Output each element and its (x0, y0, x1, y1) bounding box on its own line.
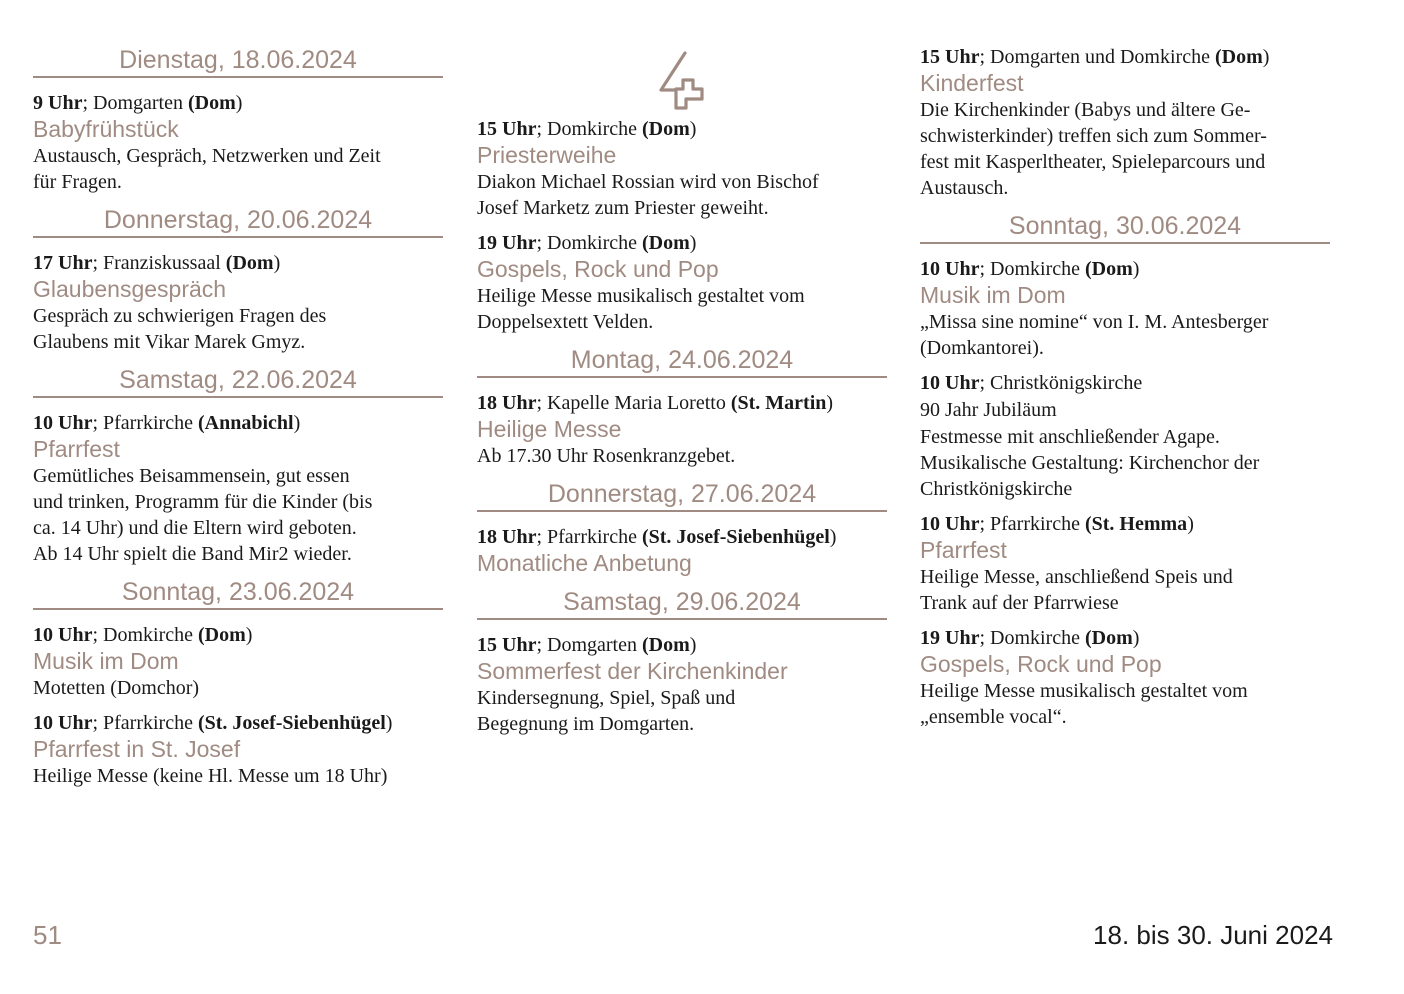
event-parish-name: Dom (1091, 258, 1133, 280)
description-line: Josef Marketz zum Priester geweiht. (477, 197, 769, 219)
event-parish: (St. Josef-Siebenhügel) (641, 526, 837, 548)
event-description (477, 169, 887, 221)
description-line: Kindersegnung, Spiel, Spaß und (477, 687, 736, 709)
event-meta: 15 Uhr; Domgarten und Domkirche (Dom) (920, 46, 1270, 68)
description-line: Heilige Messe musikalisch gestaltet vom (920, 680, 1248, 702)
event-parish: (Annabichl) (197, 412, 301, 434)
description-line: „ensemble vocal“. (920, 706, 1067, 728)
event-time: 19 Uhr (477, 232, 537, 254)
event-time: 15 Uhr (477, 634, 537, 656)
event-description (477, 443, 887, 469)
event-item (33, 250, 443, 355)
event-item (477, 524, 887, 577)
day-header: Montag, 24.06.2024 (477, 344, 887, 378)
event-parish-name: Dom (1091, 627, 1133, 649)
footer-date-range: 18. bis 30. Juni 2024 (1093, 920, 1333, 950)
event-item (477, 390, 887, 469)
event-parish: (Dom) (1085, 258, 1140, 280)
event-item (33, 90, 443, 195)
event-meta: 18 Uhr; Kapelle Maria Loretto (St. Martin) (477, 392, 834, 414)
event-title: Musik im Dom (33, 648, 179, 674)
event-venue: Pfarrkirche (547, 526, 637, 548)
event-parish: (St. Hemma) (1084, 513, 1194, 535)
event-title: Pfarrfest (920, 537, 1007, 563)
event-item (477, 116, 887, 221)
event-meta: 15 Uhr; Domkirche (Dom) (477, 118, 697, 140)
event-time: 18 Uhr (477, 392, 537, 414)
column-3 (920, 44, 1330, 739)
event-venue: Pfarrkirche (990, 513, 1080, 535)
day-header: Sonntag, 23.06.2024 (33, 576, 443, 610)
event-parish-name: Dom (648, 232, 690, 254)
description-line: Festmesse mit anschließender Agape. (920, 426, 1220, 448)
event-parish-name: Dom (232, 252, 274, 274)
day-header: Sonntag, 30.06.2024 (920, 210, 1330, 244)
description-line: Ab 17.30 Uhr Rosenkranzgebet. (477, 445, 736, 467)
event-title: Babyfrühstück (33, 116, 179, 142)
event-time: 10 Uhr (33, 624, 93, 646)
event-meta: 10 Uhr; Pfarrkirche (St. Josef-Siebenhügel) (33, 712, 393, 734)
event-time: 15 Uhr (477, 118, 537, 140)
event-parish: (St. Martin) (730, 392, 834, 414)
description-line: Die Kirchenkinder (Babys und ältere Ge- (920, 99, 1251, 121)
event-item (920, 44, 1330, 201)
event-parish: (Dom) (642, 634, 697, 656)
description-line: Gemütliches Beisammensein, gut essen (33, 465, 350, 487)
event-title: Sommerfest der Kirchenkinder (477, 658, 788, 684)
event-parish-name: Dom (194, 92, 236, 114)
event-meta: 15 Uhr; Domgarten (Dom) (477, 634, 697, 656)
event-item (920, 625, 1330, 730)
event-parish-name: St. Martin (737, 392, 827, 414)
event-title: Gospels, Rock und Pop (920, 651, 1162, 677)
event-time: 9 Uhr (33, 92, 83, 114)
day-header: Samstag, 22.06.2024 (33, 364, 443, 398)
description-line: ca. 14 Uhr) und die Eltern wird geboten. (33, 517, 357, 539)
event-parish-name: St. Hemma (1091, 513, 1188, 535)
event-description (920, 97, 1330, 201)
event-parish: (Dom) (1214, 46, 1270, 68)
event-parish: (St. Josef-Siebenhügel) (197, 712, 393, 734)
event-venue: Christkönigskirche (990, 372, 1143, 394)
day-header: Dienstag, 18.06.2024 (33, 44, 443, 78)
event-item (477, 632, 887, 737)
day-header: Samstag, 29.06.2024 (477, 586, 887, 620)
description-line: Motetten (Domchor) (33, 677, 200, 699)
event-time: 10 Uhr (920, 372, 980, 394)
description-line: Glaubens mit Vikar Marek Gmyz. (33, 331, 306, 353)
event-meta: 19 Uhr; Domkirche (Dom) (477, 232, 697, 254)
event-parish-name: Dom (1221, 46, 1263, 68)
event-parish-name: Dom (204, 624, 246, 646)
description-line: schwisterkinder) treffen sich zum Sommer- (920, 125, 1267, 147)
event-parish-name: Annabichl (204, 412, 294, 434)
event-description (33, 143, 443, 195)
description-line: Musikalische Gestaltung: Kirchenchor der (920, 452, 1260, 474)
event-venue: Domgarten (547, 634, 637, 656)
event-parish: (Dom) (188, 92, 243, 114)
event-parish-name: Dom (648, 634, 690, 656)
event-venue: Kapelle Maria Loretto (547, 392, 726, 414)
description-line: und trinken, Programm für die Kinder (bis (33, 491, 373, 513)
event-meta: 10 Uhr; Domkirche (Dom) (33, 624, 253, 646)
event-description (920, 309, 1330, 361)
event-venue: Domkirche (547, 118, 637, 140)
event-venue: Domkirche (547, 232, 637, 254)
event-title: Monatliche Anbetung (477, 550, 692, 576)
event-title: Gospels, Rock und Pop (477, 256, 719, 282)
event-item (33, 710, 443, 789)
event-title: 90 Jahr Jubiläum (920, 399, 1057, 421)
event-venue: Domkirche (990, 258, 1080, 280)
event-venue: Pfarrkirche (103, 712, 193, 734)
event-time: 17 Uhr (33, 252, 93, 274)
description-line: Austausch. (920, 177, 1009, 199)
event-item (920, 511, 1330, 616)
event-venue: Domgarten (93, 92, 183, 114)
event-parish-name: St. Josef-Siebenhügel (204, 712, 386, 734)
description-line: „Missa sine nomine“ von I. M. Antesberger (920, 311, 1269, 333)
description-line: (Domkantorei). (920, 337, 1044, 359)
column-1 (33, 44, 443, 798)
cross-four-logo-icon (656, 50, 708, 112)
event-title: Pfarrfest in St. Josef (33, 736, 241, 762)
event-time: 18 Uhr (477, 526, 537, 548)
event-venue: Franziskussaal (103, 252, 221, 274)
event-title: Kinderfest (920, 70, 1024, 96)
event-meta: 17 Uhr; Franziskussaal (Dom) (33, 252, 281, 274)
event-meta: 10 Uhr; Pfarrkirche (Annabichl) (33, 412, 301, 434)
event-venue: Domkirche (990, 627, 1080, 649)
description-line: Gespräch zu schwierigen Fragen des (33, 305, 327, 327)
event-description (33, 303, 443, 355)
event-title: Priesterweihe (477, 142, 617, 168)
event-description (477, 685, 887, 737)
description-line: Christkönigskirche (920, 478, 1073, 500)
event-title: Glaubensgespräch (33, 276, 227, 302)
event-item (33, 622, 443, 701)
event-title: Heilige Messe (477, 416, 622, 442)
event-item (920, 370, 1330, 502)
event-item (33, 410, 443, 567)
event-parish: (Dom) (198, 624, 253, 646)
event-venue: Domgarten und Domkirche (990, 46, 1210, 68)
event-venue: Domkirche (103, 624, 193, 646)
event-description (33, 763, 443, 789)
description-line: für Fragen. (33, 171, 122, 193)
event-parish: (Dom) (225, 252, 281, 274)
event-description (33, 675, 443, 701)
description-line: Heilige Messe, anschließend Speis und (920, 566, 1233, 588)
description-line: Ab 14 Uhr spielt die Band Mir2 wieder. (33, 543, 352, 565)
event-meta: 10 Uhr; Christkönigskirche (920, 372, 1143, 394)
event-meta: 10 Uhr; Domkirche (Dom) (920, 258, 1140, 280)
event-time: 10 Uhr (920, 258, 980, 280)
event-item (920, 256, 1330, 361)
description-line: fest mit Kasperltheater, Spieleparcours und (920, 151, 1266, 173)
description-line: Heilige Messe (keine Hl. Messe um 18 Uhr) (33, 765, 388, 787)
description-line: Doppelsextett Velden. (477, 311, 654, 333)
event-description (920, 678, 1330, 730)
event-parish: (Dom) (1085, 627, 1140, 649)
event-meta: 10 Uhr; Pfarrkirche (St. Hemma) (920, 513, 1194, 535)
day-header: Donnerstag, 20.06.2024 (33, 204, 443, 238)
event-venue: Pfarrkirche (103, 412, 193, 434)
event-title: Pfarrfest (33, 436, 120, 462)
event-time: 15 Uhr (920, 46, 980, 68)
event-description (477, 283, 887, 335)
page-number: 51 (33, 920, 62, 950)
event-parish-name: St. Josef-Siebenhügel (648, 526, 830, 548)
event-time: 10 Uhr (33, 412, 93, 434)
event-meta: 19 Uhr; Domkirche (Dom) (920, 627, 1140, 649)
description-line: Begegnung im Domgarten. (477, 713, 695, 735)
event-parish: (Dom) (642, 118, 697, 140)
event-parish: (Dom) (642, 232, 697, 254)
event-time: 19 Uhr (920, 627, 980, 649)
event-description (920, 564, 1330, 616)
event-meta: 18 Uhr; Pfarrkirche (St. Josef-Siebenhügel) (477, 526, 837, 548)
event-time: 10 Uhr (920, 513, 980, 535)
event-description (33, 463, 443, 567)
event-meta: 9 Uhr; Domgarten (Dom) (33, 92, 243, 114)
event-time: 10 Uhr (33, 712, 93, 734)
description-line: Austausch, Gespräch, Netzwerken und Zeit (33, 145, 381, 167)
description-line: Trank auf der Pfarrwiese (920, 592, 1119, 614)
event-parish-name: Dom (648, 118, 690, 140)
description-line: Heilige Messe musikalisch gestaltet vom (477, 285, 805, 307)
event-description (920, 424, 1330, 502)
day-header: Donnerstag, 27.06.2024 (477, 478, 887, 512)
event-item (477, 230, 887, 335)
column-2 (477, 44, 887, 746)
event-title: Musik im Dom (920, 282, 1066, 308)
description-line: Diakon Michael Rossian wird von Bischof (477, 171, 819, 193)
